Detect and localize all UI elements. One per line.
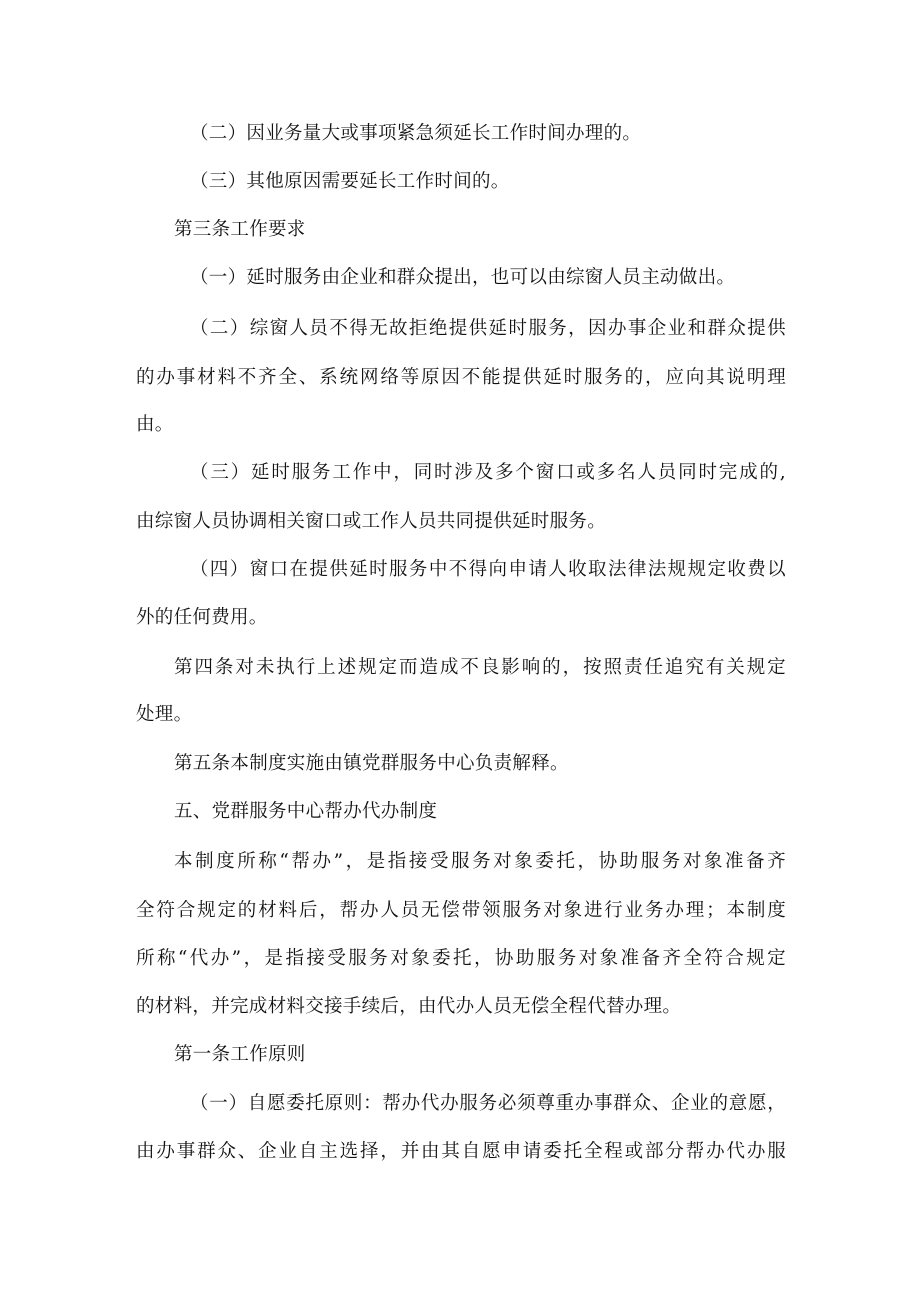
section-heading: 五、党群服务中心帮办代办制度	[174, 801, 438, 822]
paragraph-line: 外的任何费用。	[136, 607, 268, 628]
paragraph-line: 由综窗人员协调相关窗口或工作人员共同提供延时服务。	[136, 511, 607, 532]
paragraph-line: 第四条对未执行上述规定而造成不良影响的，按照责任追究有关规定	[174, 657, 786, 678]
paragraph-line: 由。	[136, 414, 174, 435]
section-heading: 第一条工作原则	[174, 1044, 306, 1065]
paragraph-line: （二）因业务量大或事项紧急须延长工作时间办理的。	[190, 123, 642, 144]
paragraph-line: 处理。	[136, 704, 193, 725]
paragraph-line: 第五条本制度实施由镇党群服务中心负责解释。	[174, 753, 569, 774]
paragraph-line: （四）窗口在提供延时服务中不得向申请人收取法律法规规定收费以	[190, 559, 786, 580]
paragraph-line: （一）延时服务由企业和群众提出，也可以由综窗人员主动做出。	[190, 267, 736, 288]
section-heading: 第三条工作要求	[174, 219, 306, 240]
paragraph-line: 所称“代办”，是指接受服务对象委托，协助服务对象准备齐全符合规定	[136, 948, 786, 969]
paragraph-line: 本制度所称“帮办”，是指接受服务对象委托，协助服务对象准备齐	[174, 851, 786, 872]
paragraph-line: （二）综窗人员不得无故拒绝提供延时服务，因办事企业和群众提供	[190, 318, 786, 339]
paragraph-line: 由办事群众、企业自主选择，并由其自愿申请委托全程或部分帮办代办服	[136, 1141, 786, 1162]
paragraph-line: 的材料，并完成材料交接手续后，由代办人员无偿全程代替办理。	[136, 996, 682, 1017]
paragraph-line: （三）其他原因需要延长工作时间的。	[190, 171, 510, 192]
paragraph-line: 全符合规定的材料后，帮办人员无偿带领服务对象进行业务办理；本制度	[136, 900, 786, 921]
paragraph-line: （一）自愿委托原则：帮办代办服务必须尊重办事群众、企业的意愿，	[190, 1093, 786, 1114]
paragraph-line: 的办事材料不齐全、系统网络等原因不能提供延时服务的，应向其说明理	[136, 367, 786, 388]
paragraph-line: （三）延时服务工作中，同时涉及多个窗口或多名人员同时完成的,	[190, 462, 786, 483]
